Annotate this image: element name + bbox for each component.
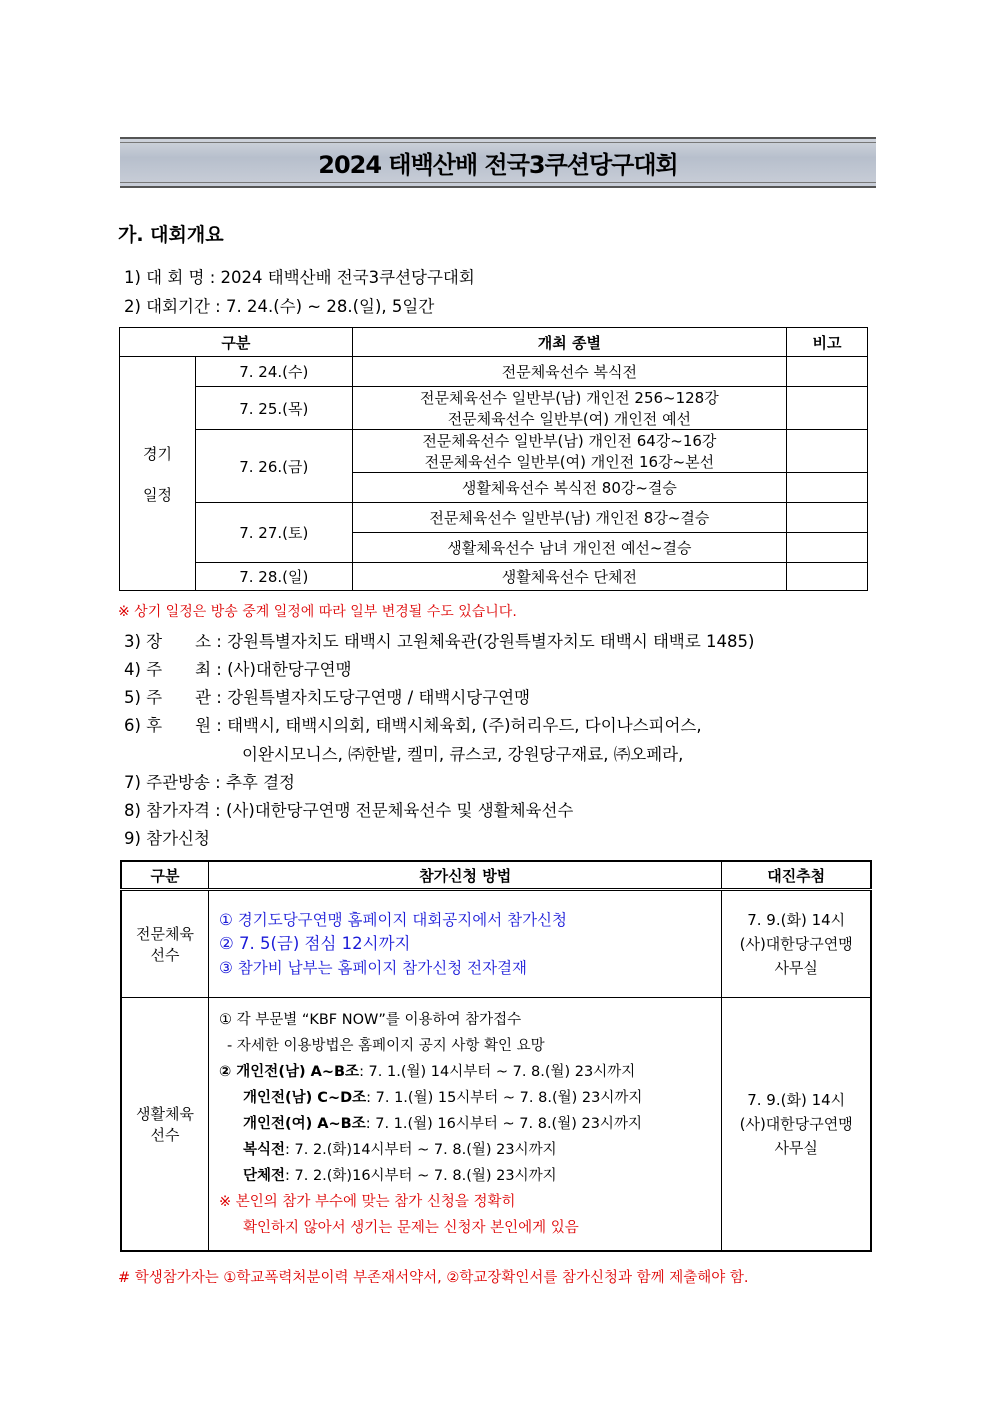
pro-draw-line: 사무실 [774, 959, 818, 977]
col-header-note: 비고 [787, 328, 868, 357]
amateur-draw-line: 7. 9.(화) 14시 [747, 1090, 846, 1109]
item-registration: 9) 참가신청 [124, 829, 210, 848]
event-cell [352, 430, 786, 473]
pro-draw-line: 7. 9.(화) 14시 [747, 911, 846, 929]
pro-draw-line: (사)대한당구연맹 [739, 935, 853, 953]
event-cell: 생활체육선수 단체전 [352, 563, 786, 591]
amateur-method-line: ① 각 부문별 “KBF NOW”를 이용하여 참가접수 [218, 1011, 522, 1028]
amateur-draw-line: (사)대한당구연맹 [739, 1114, 853, 1133]
schedule-period: : 7. 1.(월) 14시부터 ~ 7. 8.(월) 23시까지 [359, 1063, 636, 1080]
col-header-category: 구분 [121, 861, 208, 890]
schedule-label: ② 개인전(남) A~B조 [218, 1063, 360, 1080]
event-cell: 전문체육선수 복식전 [352, 357, 786, 387]
amateur-method-line [219, 1085, 721, 1111]
pro-method-line: ③ 참가비 납부는 홈페이지 참가신청 전자결재 [218, 959, 528, 977]
schedule-note: ※ 상기 일정은 방송 중계 일정에 따라 일부 변경될 수도 있습니다. [118, 604, 517, 620]
group-label [120, 357, 196, 591]
item-venue: 3) 장 소 : 강원특별자치도 태백시 고원체육관(강원특별자치도 태백시 태백로 1485) [124, 632, 755, 651]
amateur-method-line [219, 1163, 721, 1189]
item-sponsor-cont: 이완시모니스, ㈜한밭, 켈미, 큐스코, 강원당구재료, ㈜오페라, [242, 745, 684, 764]
amateur-draw [722, 998, 871, 1251]
note-cell [787, 430, 868, 473]
amateur-label-line1: 생활체육 [136, 1104, 194, 1123]
amateur-label-line2: 선수 [150, 1125, 180, 1144]
note-cell [787, 387, 868, 430]
event-line: 전문체육선수 일반부(여) 개인전 16강~본선 [424, 453, 715, 471]
date-cell: 7. 28.(일) [195, 563, 352, 591]
pro-label-line1: 전문체육 [136, 925, 194, 943]
date-cell: 7. 27.(토) [195, 503, 352, 563]
col-header-category: 구분 [120, 328, 353, 357]
event-cell [352, 387, 786, 430]
amateur-method-line: - 자세한 이용방법은 홈페이지 공지 사항 확인 요망 [226, 1037, 545, 1054]
date-cell: 7. 26.(금) [195, 430, 352, 503]
event-cell: 생활체육선수 복식전 80강~결승 [352, 473, 786, 503]
schedule-period: : 7. 2.(화)14시부터 ~ 7. 8.(월) 23시까지 [285, 1141, 557, 1158]
schedule-label: 단체전 [242, 1167, 285, 1184]
schedule-period: : 7. 2.(화)16시부터 ~ 7. 8.(월) 23시까지 [285, 1167, 557, 1184]
schedule-period: : 7. 1.(월) 15시부터 ~ 7. 8.(월) 23시까지 [366, 1089, 643, 1106]
item-organizer: 5) 주 관 : 강원특별자치도당구연맹 / 태백시당구연맹 [124, 688, 531, 707]
col-header-draw: 대진추첨 [722, 861, 871, 890]
page-title: 2024 태백산배 전국3쿠션당구대회 [318, 151, 678, 179]
col-header-event: 개최 종별 [352, 328, 786, 357]
pro-label [121, 890, 208, 998]
event-line: 전문체육선수 일반부(남) 개인전 256~128강 [420, 389, 719, 407]
event-line: 전문체육선수 일반부(남) 개인전 64강~16강 [422, 432, 717, 450]
note-cell [787, 533, 868, 563]
title-banner [120, 137, 876, 188]
pro-label-line2: 선수 [150, 946, 180, 964]
schedule-label: 개인전(여) A~B조 [242, 1115, 366, 1132]
schedule-label: 개인전(남) C~D조 [242, 1089, 367, 1106]
note-cell [787, 473, 868, 503]
pro-method [208, 890, 721, 998]
amateur-warning-line: ※ 본인의 참가 부수에 맞는 참가 신청을 정확히 [218, 1193, 516, 1210]
amateur-label [121, 998, 208, 1251]
event-cell: 생활체육선수 남녀 개인전 예선~결승 [352, 533, 786, 563]
col-header-method: 참가신청 방법 [208, 861, 721, 890]
note-cell [787, 357, 868, 387]
amateur-draw-line: 사무실 [774, 1138, 818, 1157]
amateur-method-line [219, 1137, 721, 1163]
footer-note: # 학생참가자는 ①학교폭력처분이력 부존재서약서, ②학교장확인서를 참가신청과 함께 제출해야 함. [118, 1270, 749, 1286]
event-line: 전문체육선수 일반부(여) 개인전 예선 [447, 410, 692, 428]
schedule-table [119, 327, 868, 591]
item-broadcast: 7) 주관방송 : 추후 결정 [124, 773, 295, 792]
schedule-period: : 7. 1.(월) 16시부터 ~ 7. 8.(월) 23시까지 [365, 1115, 642, 1132]
item-sponsor: 6) 후 원 : 태백시, 태백시의회, 태백시체육회, (주)허리우드, 다이나스피어스, [124, 716, 702, 735]
item-period: 2) 대회기간 : 7. 24.(수) ~ 28.(일), 5일간 [124, 297, 435, 316]
amateur-method-line [219, 1059, 721, 1085]
note-cell [787, 503, 868, 533]
section-heading: 가. 대회개요 [118, 224, 224, 246]
group-label-line1: 경기 [142, 444, 172, 463]
note-cell [787, 563, 868, 591]
amateur-warning-line: 확인하지 않아서 생기는 문제는 신청자 본인에게 있음 [242, 1219, 579, 1236]
pro-method-line: ① 경기도당구연맹 홈페이지 대회공지에서 참가신청 [218, 911, 568, 929]
item-eligibility: 8) 참가자격 : (사)대한당구연맹 전문체육선수 및 생활체육선수 [124, 801, 574, 820]
registration-table [120, 860, 872, 1252]
group-label-line2: 일정 [142, 485, 172, 504]
event-cell: 전문체육선수 일반부(남) 개인전 8강~결승 [352, 503, 786, 533]
pro-method-line: ② 7. 5(금) 점심 12시까지 [218, 934, 411, 953]
amateur-method [208, 998, 721, 1251]
pro-draw [722, 890, 871, 998]
date-cell: 7. 25.(목) [195, 387, 352, 430]
schedule-label: 복식전 [242, 1141, 285, 1158]
item-host: 4) 주 최 : (사)대한당구연맹 [124, 660, 352, 679]
amateur-method-line [219, 1111, 721, 1137]
item-name: 1) 대 회 명 : 2024 태백산배 전국3쿠션당구대회 [124, 268, 475, 287]
date-cell: 7. 24.(수) [195, 357, 352, 387]
